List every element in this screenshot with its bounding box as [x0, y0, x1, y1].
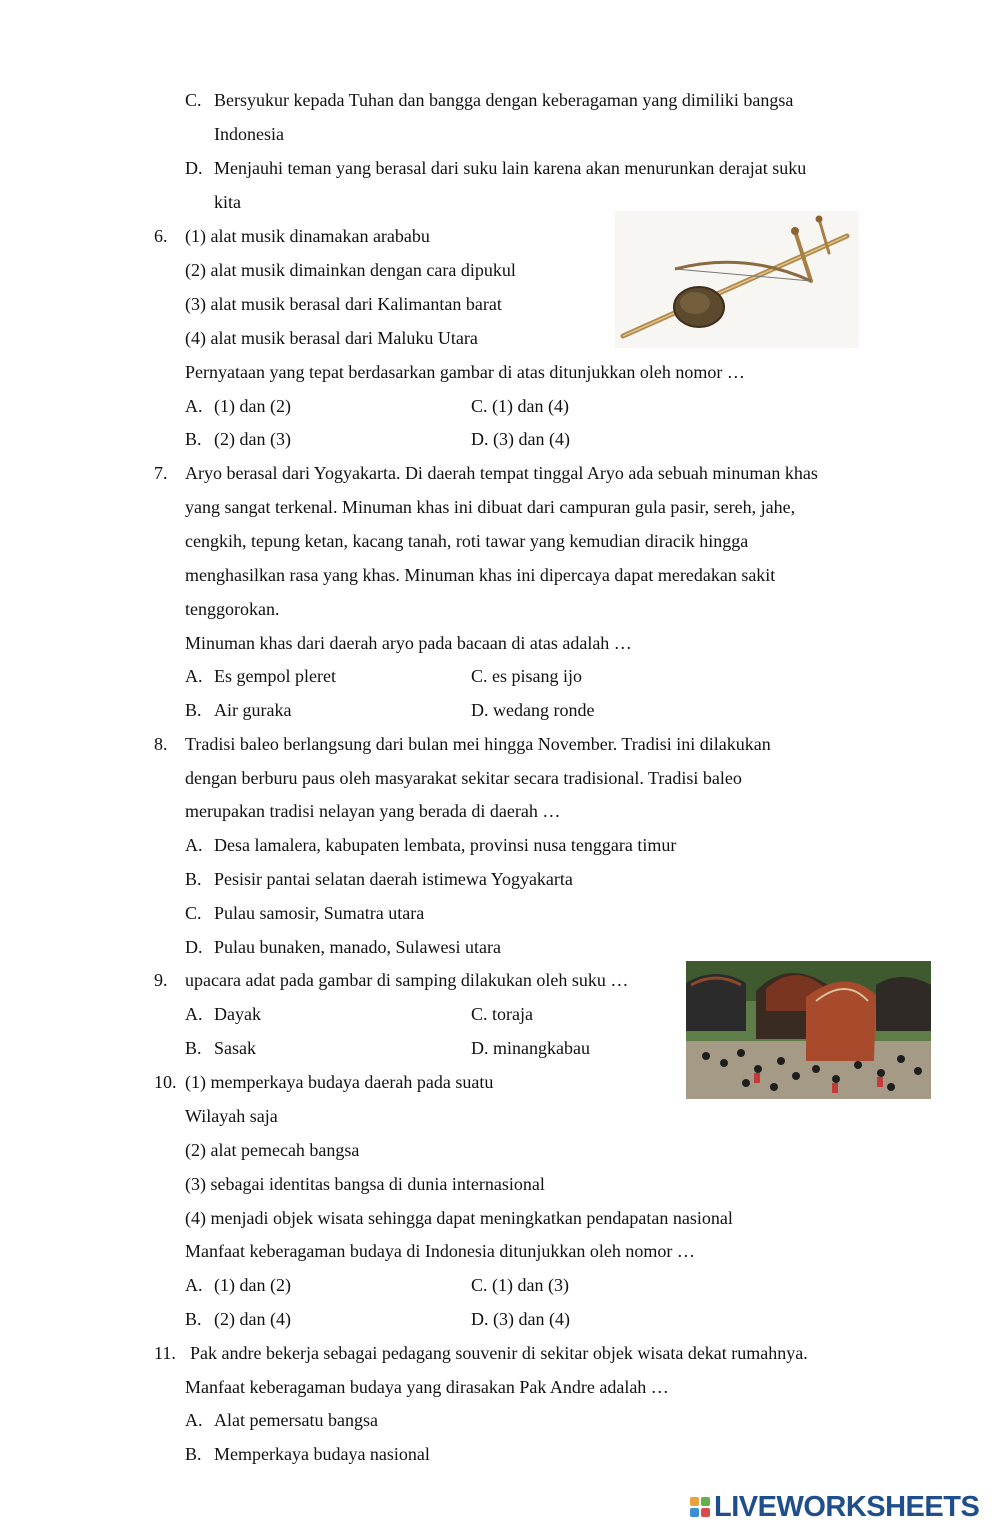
q11-question: Manfaat keberagaman budaya yang dirasakan Pak Andre adalah … [185, 1377, 669, 1397]
q6-statement-2: (2) alat musik dimainkan dengan cara dipukul [185, 260, 516, 280]
q5-option-c-text-cont: Indonesia [214, 124, 284, 144]
logo-tile [690, 1508, 699, 1517]
q8-option-d-letter: D. [185, 937, 203, 957]
q10-number: 10. [154, 1072, 177, 1092]
q8-option-a-letter: A. [185, 835, 203, 855]
q6-option-b: (2) dan (3) [214, 429, 291, 449]
q7-option-c: C. es pisang ijo [471, 666, 582, 686]
q6-statement-3: (3) alat musik berasal dari Kalimantan barat [185, 294, 502, 314]
q6-statement-4: (4) alat musik berasal dari Maluku Utara [185, 328, 478, 348]
q5-option-d-text: Menjauhi teman yang berasal dari suku lain karena akan menurunkan derajat suku [214, 158, 807, 178]
q7-paragraph-line-3: cengkih, tepung ketan, kacang tanah, roti tawar yang kemudian diracik hingga [185, 531, 749, 551]
q10-option-a-letter: A. [185, 1275, 203, 1295]
q9-option-c: C. toraja [471, 1004, 533, 1024]
q7-option-d: D. wedang ronde [471, 700, 595, 720]
q6-option-b-letter: B. [185, 429, 202, 449]
arababu-instrument-photo [615, 211, 859, 348]
q11-paragraph-line-1: Pak andre bekerja sebagai pedagang souvenir di sekitar objek wisata dekat rumahnya. [190, 1343, 808, 1363]
q5-option-c-text: Bersyukur kepada Tuhan dan bangga dengan keberagaman yang dimiliki bangsa [214, 90, 794, 110]
toraja-ceremony-photo [686, 961, 931, 1099]
q8-paragraph-line-1: Tradisi baleo berlangsung dari bulan mei hingga November. Tradisi ini dilakukan [185, 734, 771, 754]
q7-number: 7. [154, 463, 168, 483]
q9-option-b-letter: B. [185, 1038, 202, 1058]
q8-option-b-letter: B. [185, 869, 202, 889]
q7-paragraph-line-2: yang sangat terkenal. Minuman khas ini dibuat dari campuran gula pasir, sereh, jahe, [185, 497, 796, 517]
q5-option-c-letter: C. [185, 90, 202, 110]
q8-number: 8. [154, 734, 168, 754]
q8-option-a: Desa lamalera, kabupaten lembata, provinsi nusa tenggara timur [214, 835, 677, 855]
q11-option-a: Alat pemersatu bangsa [214, 1410, 378, 1430]
q11-option-a-letter: A. [185, 1410, 203, 1430]
q6-question: Pernyataan yang tepat berdasarkan gambar di atas ditunjukkan oleh nomor … [185, 362, 745, 382]
q9-option-d: D. minangkabau [471, 1038, 590, 1058]
liveworksheets-brand[interactable] [690, 1492, 979, 1522]
q7-option-b: Air guraka [214, 700, 292, 720]
q11-option-b-letter: B. [185, 1444, 202, 1464]
q10-option-a: (1) dan (2) [214, 1275, 291, 1295]
q6-option-a-letter: A. [185, 396, 203, 416]
liveworksheets-logo-icon [690, 1497, 710, 1517]
q9-option-b: Sasak [214, 1038, 256, 1058]
q6-option-c: C. (1) dan (4) [471, 396, 569, 416]
q7-option-a: Es gempol pleret [214, 666, 336, 686]
toraja-ceremony-icon [686, 961, 931, 1099]
arababu-instrument-icon [615, 211, 859, 348]
q9-question: upacara adat pada gambar di samping dilakukan oleh suku … [185, 970, 629, 990]
q5-option-d-text-cont: kita [214, 192, 241, 212]
q5-option-d-letter: D. [185, 158, 203, 178]
q10-statement-4: (4) menjadi objek wisata sehingga dapat meningkatkan pendapatan nasional [185, 1208, 733, 1228]
q6-option-d: D. (3) dan (4) [471, 429, 570, 449]
logo-tile [701, 1497, 710, 1506]
liveworksheets-wordmark: LIVEWORKSHEETS [714, 1490, 980, 1523]
q11-option-b: Memperkaya budaya nasional [214, 1444, 430, 1464]
q10-option-b: (2) dan (4) [214, 1309, 291, 1329]
q8-option-c-letter: C. [185, 903, 202, 923]
q10-question: Manfaat keberagaman budaya di Indonesia ditunjukkan oleh nomor … [185, 1241, 695, 1261]
q7-paragraph-line-5: tenggorokan. [185, 599, 280, 619]
q8-paragraph-line-2: dengan berburu paus oleh masyarakat sekitar secara tradisional. Tradisi baleo [185, 768, 742, 788]
q7-option-b-letter: B. [185, 700, 202, 720]
logo-tile [701, 1508, 710, 1517]
q7-paragraph-line-4: menghasilkan rasa yang khas. Minuman khas ini dipercaya dapat meredakan sakit [185, 565, 776, 585]
q8-option-b: Pesisir pantai selatan daerah istimewa Yogyakarta [214, 869, 573, 889]
q11-number: 11. [154, 1343, 176, 1363]
logo-tile [690, 1497, 699, 1506]
q6-statement-1: (1) alat musik dinamakan arababu [185, 226, 430, 246]
q6-option-a: (1) dan (2) [214, 396, 291, 416]
q7-question: Minuman khas dari daerah aryo pada bacaan di atas adalah … [185, 633, 632, 653]
q10-option-c: C. (1) dan (3) [471, 1275, 569, 1295]
q10-option-b-letter: B. [185, 1309, 202, 1329]
q10-statement-3: (3) sebagai identitas bangsa di dunia internasional [185, 1174, 545, 1194]
q10-statement-2: (2) alat pemecah bangsa [185, 1140, 360, 1160]
q10-statement-1-cont: Wilayah saja [185, 1106, 278, 1126]
q8-option-c: Pulau samosir, Sumatra utara [214, 903, 425, 923]
q6-number: 6. [154, 226, 168, 246]
q9-option-a-letter: A. [185, 1004, 203, 1024]
q7-option-a-letter: A. [185, 666, 203, 686]
q8-paragraph-line-3: merupakan tradisi nelayan yang berada di daerah … [185, 801, 561, 821]
q10-option-d: D. (3) dan (4) [471, 1309, 570, 1329]
q8-option-d: Pulau bunaken, manado, Sulawesi utara [214, 937, 501, 957]
q7-paragraph-line-1: Aryo berasal dari Yogyakarta. Di daerah tempat tinggal Aryo ada sebuah minuman khas [185, 463, 818, 483]
q9-option-a: Dayak [214, 1004, 261, 1024]
q9-number: 9. [154, 970, 168, 990]
q10-statement-1: (1) memperkaya budaya daerah pada suatu [185, 1072, 494, 1092]
